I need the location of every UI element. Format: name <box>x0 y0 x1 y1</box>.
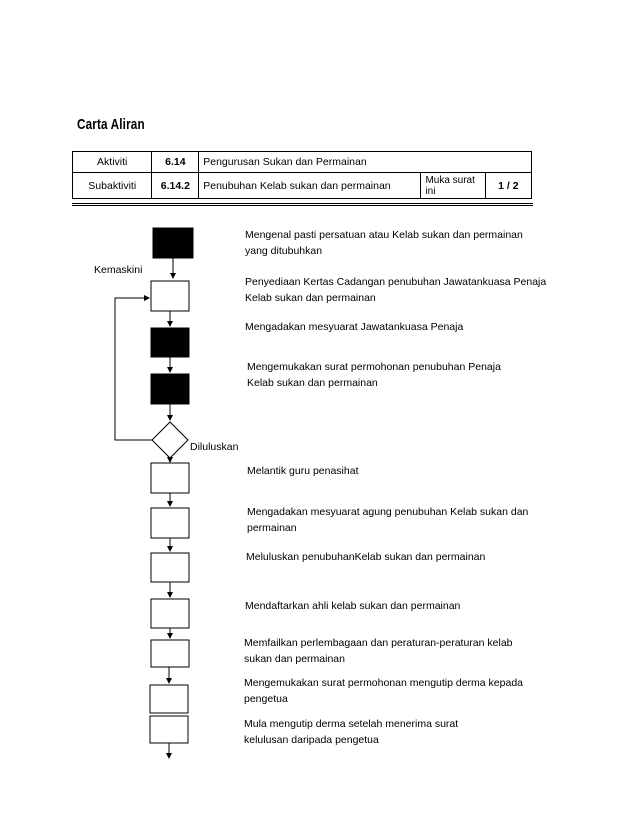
step-text-7: Meluluskan penubuhanKelab sukan dan permainan <box>246 551 486 563</box>
step-box-11 <box>150 716 188 743</box>
step-box-4 <box>151 374 189 404</box>
step-text-4: Mengemukakan surat permohonan penubuhan Penaja Kelab sukan dan permainan <box>247 361 501 389</box>
step-box-9 <box>151 640 189 667</box>
decision-label: Diluluskan <box>190 441 239 453</box>
step-text-3: Mengadakan mesyuarat Jawatankuasa Penaja <box>245 321 464 333</box>
step-box-1 <box>153 228 193 258</box>
subactivity-name: Penubuhan Kelab sukan dan permainan <box>199 173 421 199</box>
loop-back-connector <box>115 298 152 440</box>
decision-diamond <box>152 422 188 458</box>
step-box-3 <box>151 328 189 357</box>
page-value: 1 / 2 <box>485 173 531 199</box>
subactivity-label: Subaktiviti <box>73 173 152 199</box>
step-text-6: Mengadakan mesyuarat agung penubuhan Kelab sukan dan permainan <box>247 506 529 534</box>
activity-label: Aktiviti <box>73 152 152 173</box>
step-box-5 <box>151 463 189 493</box>
subactivity-code: 6.14.2 <box>152 173 199 199</box>
step-box-8 <box>151 599 189 628</box>
step-text-2: Penyediaan Kertas Cadangan penubuhan Jawatankuasa Penaja Kelab sukan dan permainan <box>245 276 547 304</box>
activity-name: Pengurusan Sukan dan Permainan <box>199 152 532 173</box>
step-text-9: Memfailkan perlembagaan dan peraturan-peraturan kelab sukan dan permainan <box>244 637 513 665</box>
page-label: Muka surat ini <box>421 173 485 199</box>
step-text-5: Melantik guru penasihat <box>247 465 359 477</box>
step-text-1: Mengenal pasti persatuan atau Kelab sukan dan permainan yang ditubuhkan <box>245 229 523 257</box>
step-box-7 <box>151 553 189 582</box>
step-text-8: Mendaftarkan ahli kelab sukan dan permainan <box>245 600 461 612</box>
step-box-2 <box>151 281 189 311</box>
activity-code: 6.14 <box>152 152 199 173</box>
page-title: Carta Aliran <box>77 116 145 133</box>
step-text-11: Mula mengutip derma setelah menerima surat kelulusan daripada pengetua <box>244 718 459 746</box>
step-text-10: Mengemukakan surat permohonan mengutip derma kepada pengetua <box>244 677 524 705</box>
loop-label: Kemaskini <box>94 264 143 276</box>
step-box-6 <box>151 508 189 538</box>
step-box-10 <box>150 685 188 713</box>
